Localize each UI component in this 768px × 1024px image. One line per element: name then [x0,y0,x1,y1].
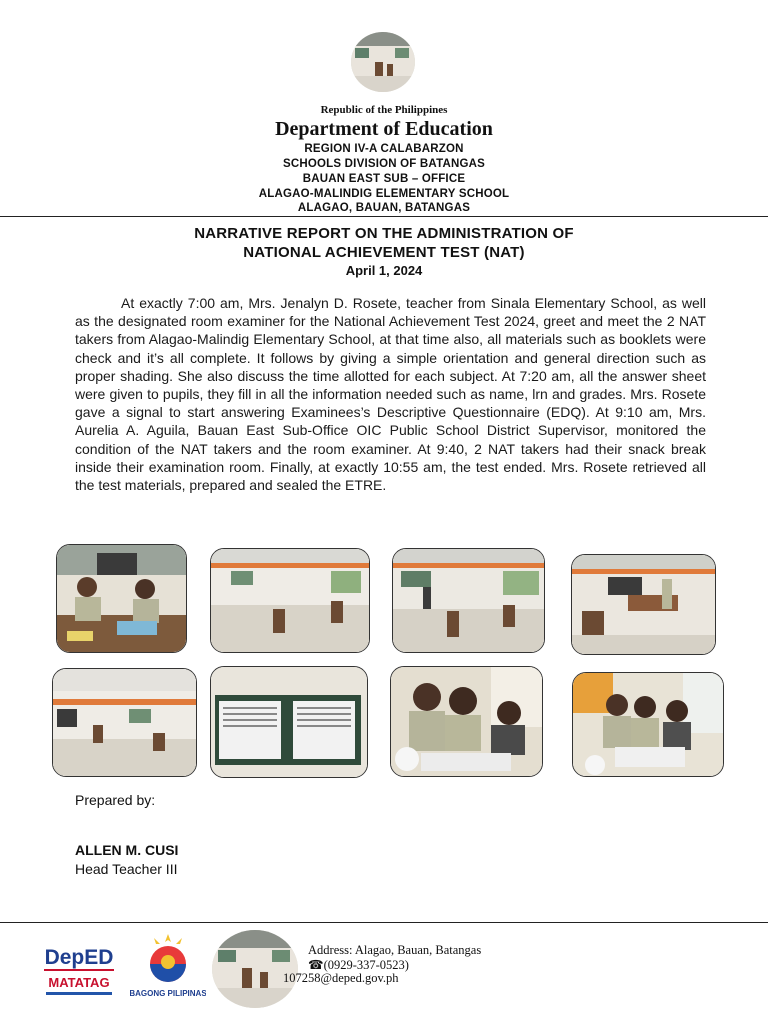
report-date: April 1, 2024 [345,263,423,278]
republic-line: Republic of the Philippines [320,104,448,116]
bagong-pilipinas-logo [130,932,206,1002]
prepared-by-label: Prepared by: [75,792,156,808]
photo-posted-documents [210,666,368,778]
school-seal-photo [351,32,415,92]
signer-name: ALLEN M. CUSI [75,842,179,858]
region-line: REGION IV-A CALABARZON [304,143,464,155]
sub-office-line: BAUAN EAST SUB – OFFICE [302,173,466,185]
photo-teachers-checking-materials [56,544,187,653]
signer-position: Head Teacher III [75,861,178,877]
header-divider [0,216,768,217]
report-title-line1: NARRATIVE REPORT ON THE ADMINISTRATION OF [194,225,574,242]
photo-classroom-wide-view [52,668,197,777]
matatag-text: MATATAG [48,975,110,990]
footer-address: Address: Alagao, Bauan, Batangas [308,943,482,957]
school-line: ALAGAO-MALINDIG ELEMENTARY SCHOOL [258,188,510,200]
deped-matatag-logo [38,932,120,1002]
bagong-pilipinas-text: BAGONG PILIPINAS [130,989,206,998]
footer-school-seal-photo [212,930,298,1008]
footer-divider [0,922,768,923]
deped-logo-text: DepED [44,946,114,969]
photo-examiner-at-desk [571,554,716,655]
footer-phone: ☎(0929-337-0523) [308,958,409,972]
photo-retrieving-materials [572,672,724,777]
location-line: ALAGAO, BAUAN, BATANGAS [297,202,471,214]
photo-examiner-monitoring [392,548,545,653]
report-title-line2: NATIONAL ACHIEVEMENT TEST (NAT) [243,244,525,261]
report-narrative: At exactly 7:00 am, Mrs. Jenalyn D. Rosete, teacher from Sinala Elementary School, as well as the designated room examiner for the National Achievement Test 2024, greet and meet the 2 NAT takers from Alagao-Malindig Elementary School, at that time also, all materials such as booklets were check and it’s all complete. It follows by giving a simple orientation and general direction such as proper shading. She also discuss the time allotted for each subject. At 7:20 am, all the answer sheet were given to pupils, they fill in all the information needed such as name, lrn and grades. Mrs. Rosete gave a signal to start answering Examinees’s Descriptive Questionnaire (EDQ). At 9:10 am, Mrs. Aurelia A. Aguila, Bauan East Sub-Office OIC Public School District Supervisor, monitored the condition of the NAT takers and the room examiner. At 9:40, 2 NAT takers had their snack break inside their examination room. Finally, at exactly 10:55 am, the test ended. Mrs. Rosete retrieved all the test materials, prepared and sealed the ETRE. [75,295,706,494]
photo-sealing-materials [390,666,543,777]
department-name: Department of Education [275,118,493,140]
photo-classroom-test-takers [210,548,370,653]
footer-email[interactable]: 107258@deped.gov.ph [283,971,399,985]
division-line: SCHOOLS DIVISION OF BATANGAS [283,158,485,170]
